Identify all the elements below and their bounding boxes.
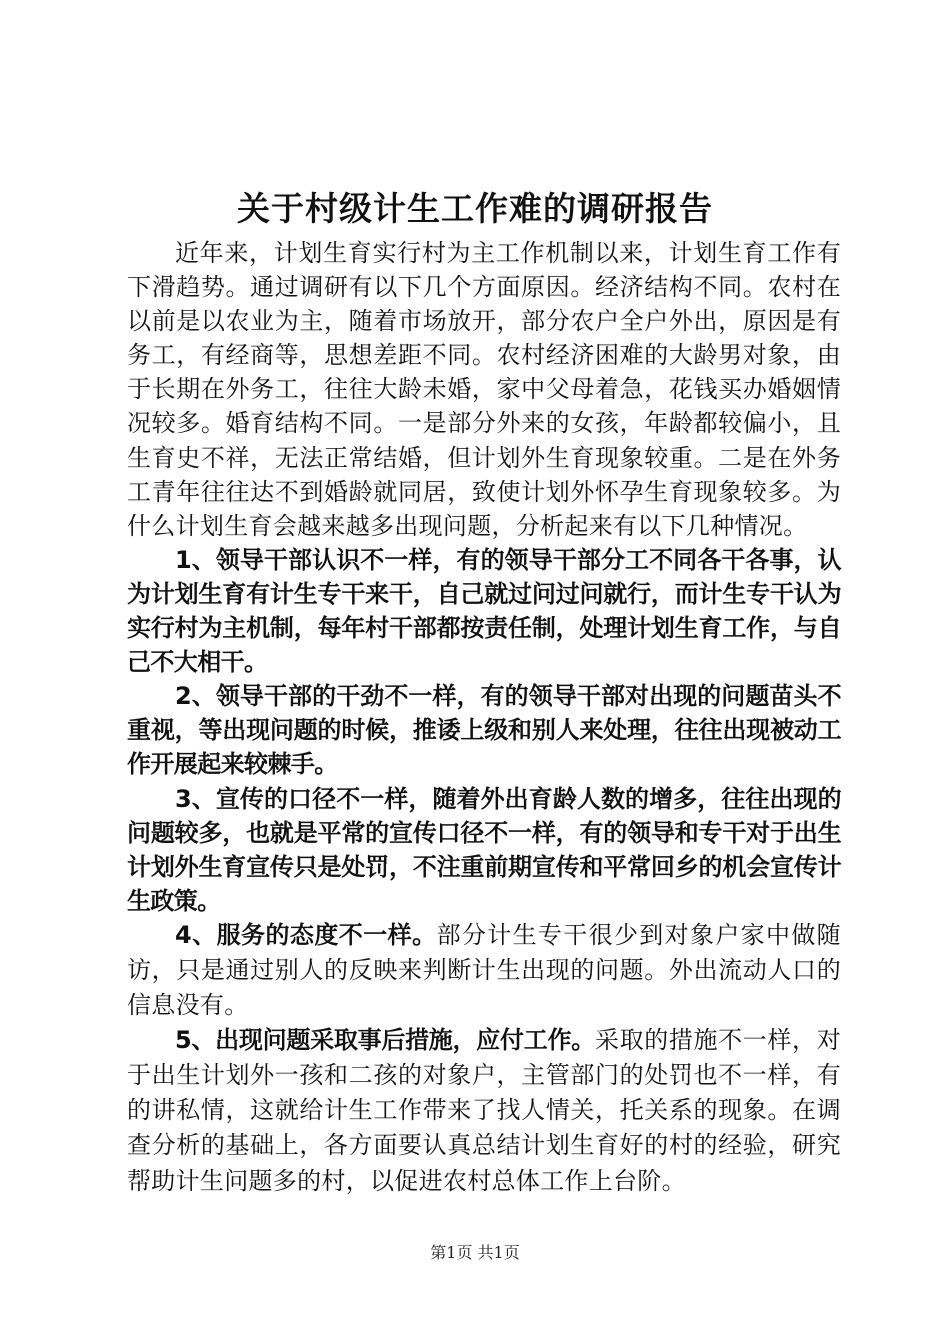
point-paragraph-5 — [127, 1023, 841, 1198]
document-body — [127, 236, 841, 1199]
page-footer: 第1页 共1页 — [430, 1243, 520, 1262]
point-paragraph-4 — [127, 918, 841, 1023]
point-5-text: 采取的措施不一样，对于出生计划外一孩和二孩的对象户，主管部门的处罚也不一样，有的讲私情，这就给计生工作带来了找人情关，托关系的现象。在调查分析的基础上，各方面要认真总结计划生育好的村的经验，研究帮助计生问题多的村，以促进农村总体工作上台阶。 — [127, 1026, 841, 1195]
intro-paragraph: 近年来，计划生育实行村为主工作机制以来，计划生育工作有下滑趋势。通过调研有以下几个方面原因。经济结构不同。农村在以前是以农业为主，随着市场放开，部分农户全户外出，原因是有务工，有经商等，思想差距不同。农村经济困难的大龄男对象，由于长期在外务工，往往大龄未婚，家中父母着急，花钱买办婚姻情况较多。婚育结构不同。一是部分外来的女孩，年龄都较偏小，且生育史不祥，无法正常结婚，但计划外生育现象较重。二是在外务工青年往往达不到婚龄就同居，致使计划外怀孕生育现象较多。为什么计划生育会越来越多出现问题，分析起来有以下几种情况。 — [127, 239, 841, 540]
point-4-lead: 4、服务的态度不一样。 — [175, 920, 437, 949]
point-paragraph-2: 2、领导干部的干劲不一样，有的领导干部对出现的问题苗头不重视，等出现问题的时候，推诿上级和别人来处理，往往出现被动工作开展起来较棘手。 — [127, 682, 841, 779]
point-4-text: 部分计生专干很少到对象户家中做随访，只是通过别人的反映来判断计生出现的问题。外出流动人口的信息没有。 — [127, 920, 841, 1020]
point-paragraph-1: 1、领导干部认识不一样，有的领导干部分工不同各干各事，认为计划生育有计生专干来干，自己就过问过问就行，而计生专干认为实行村为主机制，每年村干部都按责任制，处理计划生育工作，与自己不大相干。 — [127, 545, 841, 677]
document-title: 关于村级计生工作难的调研报告 — [237, 189, 713, 228]
point-5-lead: 5、出现问题采取事后措施，应付工作。 — [175, 1026, 595, 1055]
point-paragraph-3: 3、宣传的口径不一样，随着外出育龄人数的增多，往往出现的问题较多，也就是平常的宣传口径不一样，有的领导和专干对于出生计划外生育宣传只是处罚，不注重前期宣传和平常回乡的机会宣传计生政策。 — [127, 784, 841, 915]
